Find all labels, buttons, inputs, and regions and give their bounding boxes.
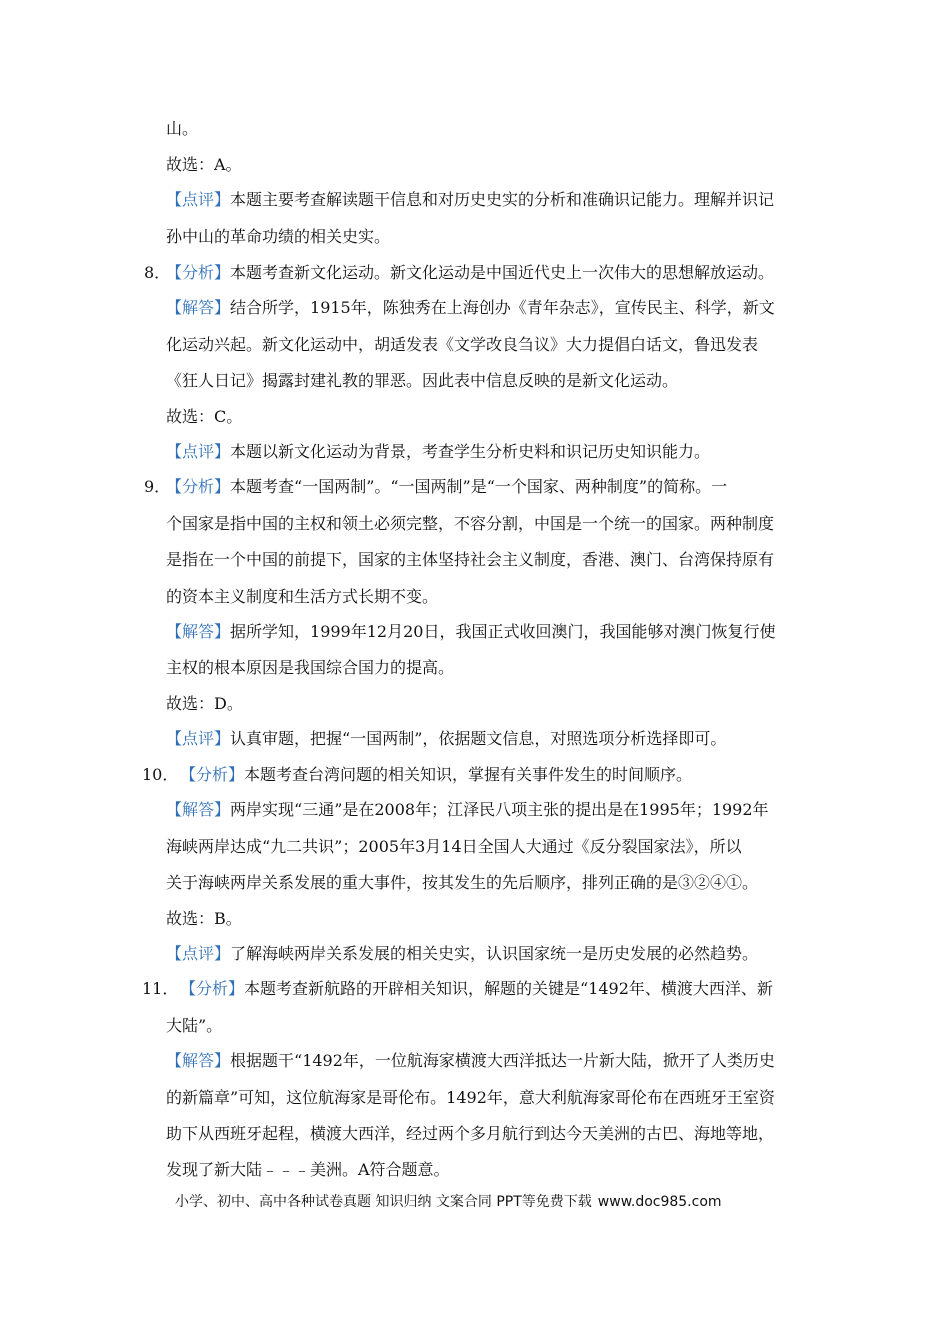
review-tag: 【点评】 [166, 729, 231, 748]
q11-answer-line-2: 的新篇章”可知，这位航海家是哥伦布。1492年，意大利航海家哥伦布在西班牙王室资 [166, 1088, 775, 1107]
answer-tag: 【解答】 [166, 298, 231, 317]
q8-choice-line: 故选：C。 [166, 407, 243, 426]
q9-number: 9． [144, 477, 171, 496]
review-tag: 【点评】 [166, 442, 231, 461]
q10-answer-line-1 [166, 800, 769, 820]
q9-analysis-line-1 [166, 477, 727, 497]
q8-review-text: 本题以新文化运动为背景，考查学生分析史料和识记历史知识能力。 [230, 442, 711, 461]
q8-answer-text-1: 结合所学，1915年，陈独秀在上海创办《青年杂志》，宣传民主、科学，新文 [230, 298, 775, 317]
page-footer [175, 1193, 722, 1211]
q11-answer-line-4: 发现了新大陆﹣﹣﹣美洲。A符合题意。 [166, 1160, 450, 1179]
q11-number: 11． [142, 979, 179, 998]
q8-answer-line-1 [166, 298, 775, 318]
q11-answer-text-1: 根据题干“1492年，一位航海家横渡大西洋抵达一片新大陆，掀开了人类历史 [230, 1051, 775, 1070]
q9-review-line [166, 729, 726, 749]
q10-analysis-line [180, 765, 692, 785]
q8-analysis-line [166, 263, 774, 283]
q10-review-text: 了解海峡两岸关系发展的相关史实，认识国家统一是历史发展的必然趋势。 [230, 944, 759, 963]
footer-site-link[interactable]: www.doc985.com [597, 1194, 722, 1210]
answer-tag: 【解答】 [166, 800, 231, 819]
q7-review-text-1: 本题主要考查解读题干信息和对历史史实的分析和准确识记能力。理解并识记 [230, 190, 775, 209]
q11-analysis-line-1 [180, 979, 773, 999]
q9-answer-line-2: 主权的根本原因是我国综合国力的提高。 [166, 658, 455, 677]
analysis-tag: 【分析】 [180, 765, 245, 784]
analysis-tag: 【分析】 [166, 477, 231, 496]
review-tag: 【点评】 [166, 190, 231, 209]
q10-number: 10． [142, 765, 179, 784]
q9-answer-text-1: 据所学知，1999年12月20日，我国正式收回澳门，我国能够对澳门恢复行使 [230, 622, 776, 641]
q9-review-text: 认真审题，把握“一国两制”，依据题文信息，对照选项分析选择即可。 [230, 729, 727, 748]
q8-number: 8． [144, 263, 171, 282]
q10-review-line [166, 944, 758, 964]
q9-analysis-text-1: 本题考查“一国两制”。“一国两制”是“一个国家、两种制度”的简称。一 [230, 477, 728, 496]
q9-answer-line-1 [166, 622, 775, 642]
q9-analysis-line-3: 是指在一个中国的前提下，国家的主体坚持社会主义制度，香港、澳门、台湾保持原有 [166, 550, 775, 569]
q9-analysis-line-2: 个国家是指中国的主权和领土必须完整，不容分割，中国是一个统一的国家。两种制度 [166, 514, 775, 533]
analysis-tag: 【分析】 [166, 263, 231, 282]
q7-choice-line: 故选：A。 [166, 155, 242, 174]
q10-analysis-text: 本题考查台湾问题的相关知识，掌握有关事件发生的时间顺序。 [244, 765, 693, 784]
q10-choice-line: 故选：B。 [166, 909, 242, 928]
analysis-tag: 【分析】 [180, 979, 245, 998]
q9-analysis-line-4: 的资本主义制度和生活方式长期不变。 [166, 587, 439, 606]
answer-tag: 【解答】 [166, 622, 231, 641]
q11-answer-line-3: 助下从西班牙起程，横渡大西洋，经过两个多月航行到达今天美洲的古巴、海地等地， [166, 1124, 775, 1143]
footer-text: 小学、初中、高中各种试卷真题 知识归纳 文案合同 PPT等免费下载 [175, 1194, 592, 1210]
q8-review-line [166, 442, 710, 462]
q10-answer-text-1: 两岸实现“三通”是在2008年；江泽民八项主张的提出是在1995年；1992年 [230, 800, 769, 819]
q10-answer-line-3: 关于海峡两岸关系发展的重大事件，按其发生的先后顺序，排列正确的是③②④①。 [166, 873, 759, 892]
q10-answer-line-2: 海峡两岸达成“九二共识”；2005年3月14日全国人大通过《反分裂国家法》，所以 [166, 837, 742, 856]
answer-tag: 【解答】 [166, 1051, 231, 1070]
q9-choice-line: 故选：D。 [166, 694, 243, 713]
q11-answer-line-1 [166, 1051, 775, 1071]
q8-answer-line-3: 《狂人日记》揭露封建礼教的罪恶。因此表中信息反映的是新文化运动。 [166, 371, 679, 390]
q11-analysis-text-1: 本题考查新航路的开辟相关知识，解题的关键是“1492年、横渡大西洋、新 [244, 979, 773, 998]
q8-answer-line-2: 化运动兴起。新文化运动中，胡适发表《文学改良刍议》大力提倡白话文，鲁迅发表 [166, 335, 759, 354]
review-tag: 【点评】 [166, 944, 231, 963]
q11-analysis-line-2: 大陆”。 [166, 1016, 223, 1035]
q8-analysis-text: 本题考查新文化运动。新文化运动是中国近代史上一次伟大的思想解放运动。 [230, 263, 775, 282]
q7-review-line-2: 孙中山的革命功绩的相关史实。 [166, 227, 391, 246]
q7-review-line-1 [166, 190, 774, 210]
q7-text-line-1: 山。 [166, 119, 199, 138]
